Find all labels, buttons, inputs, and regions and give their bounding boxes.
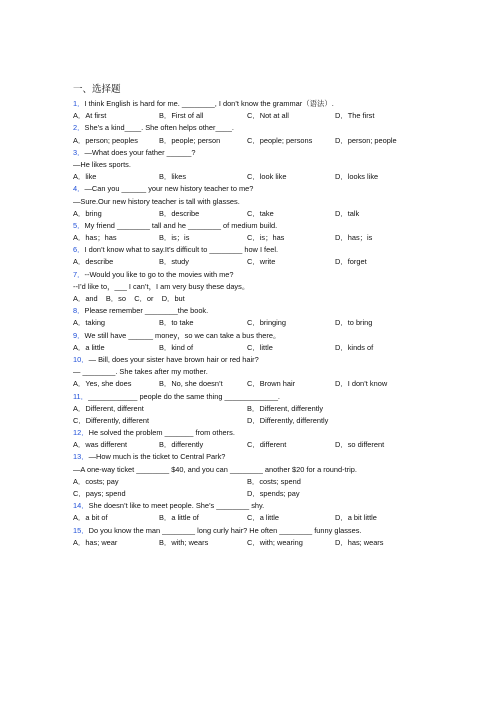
question-1 xyxy=(73,98,473,110)
question-number: 8． xyxy=(73,306,85,316)
question-3 xyxy=(73,147,473,159)
option-b[interactable]: B．a little of xyxy=(159,513,199,523)
options-inline[interactable]: A．and B．so C．or D．but xyxy=(73,294,185,303)
question-10 xyxy=(73,354,473,366)
option-b[interactable]: B．likes xyxy=(159,172,187,182)
question-12 xyxy=(73,427,473,439)
question-stem: ____________ people do the same thing _____________. xyxy=(88,391,280,401)
question-stem: Please remember ________the book. xyxy=(84,306,209,316)
option-c[interactable]: C．Brown hair xyxy=(247,379,296,389)
question-stem: —How much is the ticket to Central Park? xyxy=(88,452,226,462)
option-d[interactable]: D．kinds of xyxy=(335,342,374,352)
option-row xyxy=(73,171,473,183)
question-2 xyxy=(73,122,473,134)
question-number: 9． xyxy=(73,330,85,340)
option-d[interactable]: D．I don’t know xyxy=(335,379,388,389)
option-c[interactable]: C．look like xyxy=(247,172,287,182)
question-4 xyxy=(73,183,473,195)
question-number: 13． xyxy=(73,452,89,462)
question-number: 10． xyxy=(73,354,89,364)
question-stem: Do you know the man ________ long curly hair? He often ________ funny glasses. xyxy=(88,525,362,535)
question-number: 4． xyxy=(73,184,85,194)
question-stem: I think English is hard for me. ________, I don’t know the grammar（语法）. xyxy=(84,99,334,108)
question-number: 7． xyxy=(73,269,85,279)
option-row xyxy=(73,512,473,524)
question-7 xyxy=(73,269,473,281)
option-b[interactable]: B．is；is xyxy=(159,233,190,243)
question-stem: —Can you ______ your new history teacher to me? xyxy=(84,184,254,194)
option-c[interactable]: C．Not at all xyxy=(247,111,289,121)
option-row xyxy=(73,378,473,390)
question-13 xyxy=(73,451,473,463)
option-a[interactable]: A．bring xyxy=(73,208,102,218)
question-9 xyxy=(73,330,473,342)
section-title: 一、选择题 xyxy=(73,84,121,95)
question-number: 15． xyxy=(73,525,89,535)
option-b[interactable]: B．costs; spend xyxy=(247,476,301,486)
option-row xyxy=(73,256,473,268)
option-c[interactable]: C．is；has xyxy=(247,233,285,243)
option-b[interactable]: B．with; wears xyxy=(159,537,209,547)
option-c[interactable]: C．bringing xyxy=(247,318,287,328)
option-b[interactable]: B．study xyxy=(159,257,189,267)
option-d[interactable]: D．forget xyxy=(335,257,367,267)
option-b[interactable]: B．describe xyxy=(159,208,200,218)
question-stem: — Bill, does your sister have brown hair or red hair? xyxy=(88,354,259,364)
option-b[interactable]: B．First of all xyxy=(159,111,204,121)
question-number: 14． xyxy=(73,501,89,511)
question-number: 3． xyxy=(73,147,85,157)
question-stem: --Would you like to go to the movies with me? xyxy=(84,269,234,279)
option-d[interactable]: D．talk xyxy=(335,208,360,218)
question-number: 5． xyxy=(73,220,85,230)
option-d[interactable]: D．looks like xyxy=(335,172,379,182)
question-stem-line2: --I’d like to，___ I can’t，I am very busy these days。 xyxy=(73,281,250,291)
option-b[interactable]: B．No, she doesn’t xyxy=(159,379,223,389)
question-stem: We still have ______ money，so we can take a bus there。 xyxy=(84,330,281,340)
question-15 xyxy=(73,525,473,537)
option-a[interactable]: A．has；has xyxy=(73,233,117,243)
question-stem: I don’t know what to say.It’s difficult to ________ how I feel. xyxy=(84,245,279,255)
question-number: 1． xyxy=(73,99,85,108)
option-d[interactable]: D．to bring xyxy=(335,318,373,328)
option-d[interactable]: D．has；is xyxy=(335,233,373,243)
option-a[interactable]: A．describe xyxy=(73,257,114,267)
option-row xyxy=(73,317,473,329)
question-5 xyxy=(73,220,473,232)
option-row xyxy=(73,232,473,244)
question-11 xyxy=(73,391,473,403)
question-list xyxy=(73,84,473,549)
question-14 xyxy=(73,500,473,512)
option-row xyxy=(73,403,473,415)
option-b[interactable]: B．kind of xyxy=(159,342,194,352)
question-stem: He solved the problem _______ from others. xyxy=(88,428,235,438)
option-c[interactable]: C．little xyxy=(247,342,273,352)
option-a[interactable]: A．Yes, she does xyxy=(73,379,132,389)
option-a[interactable]: A．a little xyxy=(73,342,105,352)
option-d[interactable]: D．has; wears xyxy=(335,537,384,547)
option-row xyxy=(73,488,473,500)
question-stem-line2: —He likes sports. xyxy=(73,159,131,169)
question-number: 2． xyxy=(73,123,85,133)
question-stem: My friend ________ tall and he ________ of medium build. xyxy=(84,220,278,230)
option-d[interactable]: D．The first xyxy=(335,111,375,121)
option-row xyxy=(73,415,473,427)
question-6 xyxy=(73,244,473,256)
option-b[interactable]: B．to take xyxy=(159,318,194,328)
option-row xyxy=(73,439,473,451)
option-a[interactable]: A．was different xyxy=(73,440,128,450)
option-row xyxy=(73,476,473,488)
question-stem-line2: —Sure.Our new history teacher is tall with glasses. xyxy=(73,196,240,206)
option-row xyxy=(73,110,473,122)
option-a[interactable]: A．Different, different xyxy=(73,403,144,413)
option-d[interactable]: D．Differently, differently xyxy=(247,415,329,425)
option-c[interactable]: C．Differently, different xyxy=(73,415,149,425)
question-number: 6． xyxy=(73,245,85,255)
option-d[interactable]: D．spends; pay xyxy=(247,489,300,498)
option-a[interactable]: A．taking xyxy=(73,318,106,328)
option-row xyxy=(73,342,473,354)
option-c[interactable]: C．people; persons xyxy=(247,135,313,145)
option-row[interactable] xyxy=(73,293,473,305)
option-row xyxy=(73,537,473,549)
option-b[interactable]: B．Different, differently xyxy=(247,403,324,413)
option-a[interactable]: A．has; wear xyxy=(73,537,118,547)
option-c[interactable]: C．a little xyxy=(247,513,280,523)
option-b[interactable]: B．people; person xyxy=(159,135,221,145)
option-a[interactable]: A．At first xyxy=(73,111,107,121)
question-stem-line2: —A one-way ticket ________ $40, and you can ________ another $20 for a round-trip. xyxy=(73,464,357,474)
option-row xyxy=(73,208,473,220)
option-c[interactable]: C．take xyxy=(247,208,274,218)
question-8 xyxy=(73,305,473,317)
question-stem: —What does your father ______? xyxy=(84,147,196,157)
option-c[interactable]: C．write xyxy=(247,257,276,267)
question-stem-line2: — ________. She takes after my mother. xyxy=(73,367,208,377)
option-a[interactable]: A．costs; pay xyxy=(73,476,119,486)
option-c[interactable]: C．pays; spend xyxy=(73,489,126,498)
option-a[interactable]: A．like xyxy=(73,172,97,182)
option-d[interactable]: D．person; people xyxy=(335,135,397,145)
option-b[interactable]: B．differently xyxy=(159,440,204,450)
option-row xyxy=(73,135,473,147)
question-stem: She’s a kind____. She often helps other____. xyxy=(84,123,234,133)
question-stem: She doesn’t like to meet people. She’s ________ shy. xyxy=(88,501,265,511)
option-c[interactable]: C．with; wearing xyxy=(247,537,303,547)
option-a[interactable]: A．a bit of xyxy=(73,513,108,523)
option-c[interactable]: C．different xyxy=(247,440,287,450)
option-a[interactable]: A．person; peoples xyxy=(73,135,138,145)
option-d[interactable]: D．so different xyxy=(335,440,385,450)
question-number: 12． xyxy=(73,428,89,438)
option-d[interactable]: D．a bit little xyxy=(335,513,377,523)
question-number: 11． xyxy=(73,391,89,401)
